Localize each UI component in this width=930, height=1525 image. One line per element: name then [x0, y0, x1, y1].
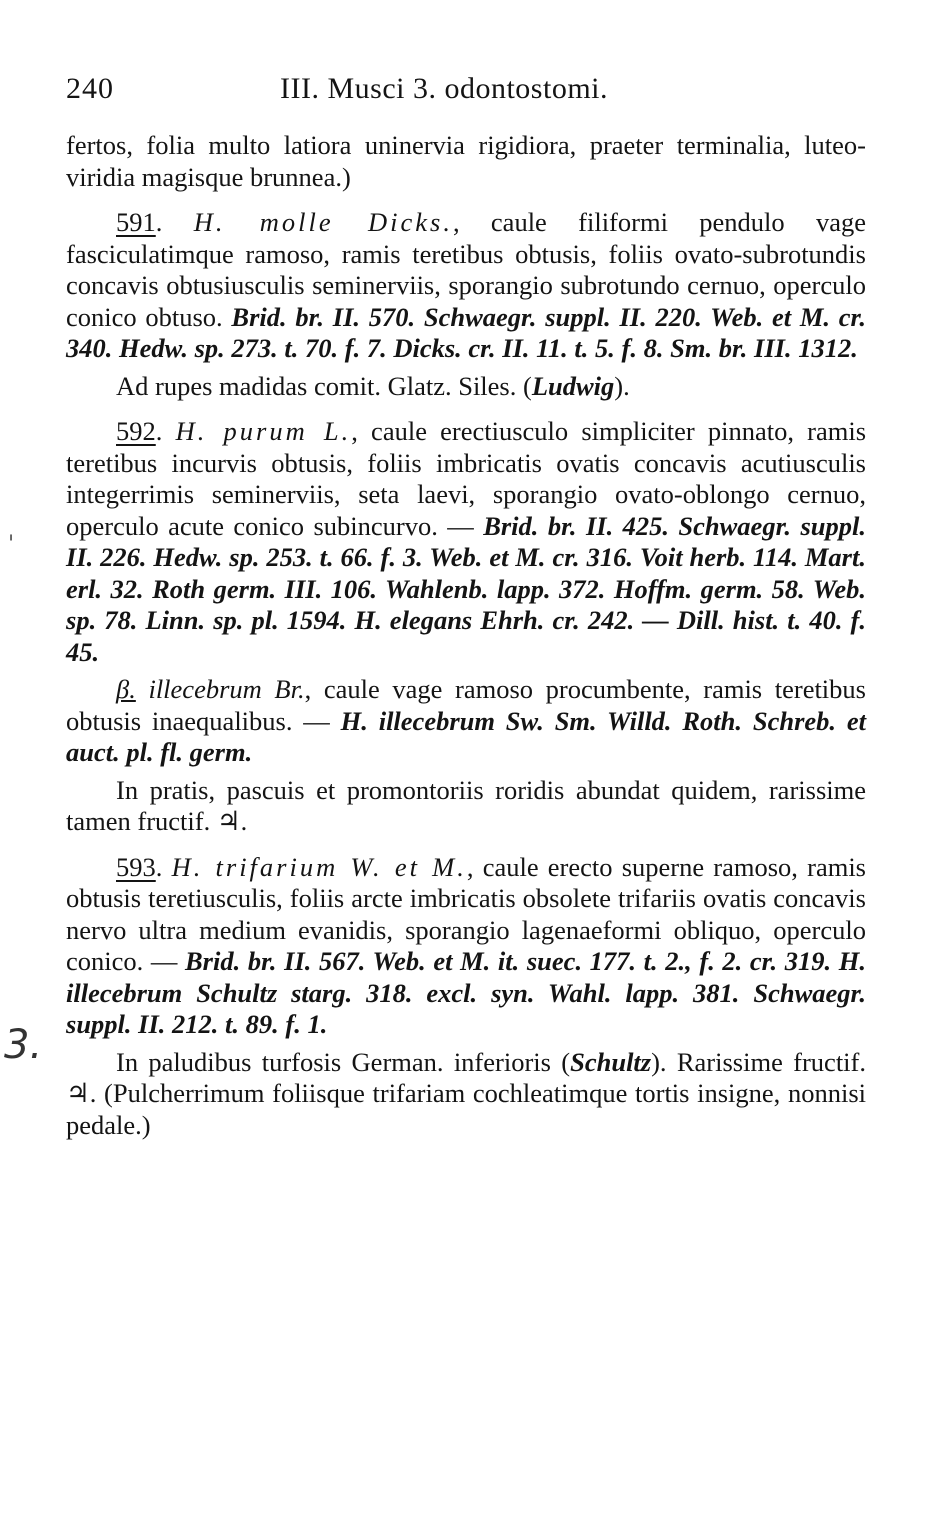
species-number: 593: [116, 851, 156, 882]
species-references: Brid. br. II. 425. Schwaegr. suppl. II. 226. Hedw. sp. 253. t. 66. f. 3. Web. et M. cr. 316. Voit herb. 114. Mart. erl. 32. Roth germ. III. 106. Wahlenb. lapp. 372. Hoffm. germ. 58. Web. sp. 78. Linn. sp. pl. 1594. H. elegans Ehrh. cr. 242. — Dill. hist. t. 40. f. 45.: [66, 510, 866, 667]
variety-beta: [66, 674, 866, 769]
species-references: Brid. br. II. 570. Schwaegr. suppl. II. 220. Web. et M. cr. 340. Hedw. sp. 273. t. 70. f. 7. Dicks. cr. II. 11. t. 5. f. 8. Sm. br. III. 1312.: [66, 301, 867, 363]
variety-name: illecebrum Br.: [148, 674, 305, 704]
running-head: III. Musci 3. odontostomi.: [280, 72, 608, 105]
species-name: H. trifarium W. et M.: [171, 851, 467, 882]
species-593: 593. H. trifarium W. et M., caule erecto superne ramoso, ramis obtusis teretiusculis, foliis arcte imbricatis obsolete trifariis ovatis concavis nervo ultra medium evanidis, sporangio lagenaeformi obliquo, operculo conico. — Brid. br. II. 567. Web. et M. it. suec. 177. t. 2., f. 2. cr. 319. H. illecebrum Schultz starg. 318. excl. syn. Wahl. lapp. 381. Schwaegr. suppl. II. 212. t. 89. f. 1.: [66, 851, 866, 1039]
species-description: , caule erecto superne ramoso, ramis obtusis teretiusculis, foliis arcte imbricatis obsolete trifariis ovatis concavis nervo ultra medium evanidis, sporangio lagenaeformi obliquo, operculo conico. —: [66, 851, 866, 976]
habitat-592: [66, 775, 866, 838]
page-header: [66, 60, 866, 130]
habitat-author: Schultz: [570, 1046, 652, 1077]
species-description: , caule erectiusculo simpliciter pinnato, ramis teretibus incurvis obtusis, foliis imbricatis ovatis concavis acutiusculis integerrimis seminerviis, seta laevi, sporangio ovato-oblongo cernuo, operculo acute conico subincurvo. —: [66, 416, 867, 541]
paragraph-continuation: [66, 130, 866, 193]
habitat-text: Ad rupes madidas comit. Glatz. Siles. (: [116, 370, 532, 401]
habitat-593: [66, 1047, 866, 1142]
species-591: 591. H. molle Dicks., caule filiformi pendulo vage fasciculatimque ramoso, ramis teretibus obtusis, foliis ovato-subrotundis concavis obtusiusculis seminerviis, sporangio subrotundo cernuo, operculo conico obtuso. Brid. br. II. 570. Schwaegr. suppl. II. 220. Web. et M. cr. 340. Hedw. sp. 273. t. 70. f. 7. Dicks. cr. II. 11. t. 5. f. 8. Sm. br. III. 1312.: [66, 207, 867, 363]
continuation-text: fertos, folia multo latiora uninervia rigidiora, praeter terminalia, luteo-viridia magisque brunnea.): [66, 130, 866, 192]
species-description: , caule filiformi pendulo vage fasciculatimque ramoso, ramis teretibus obtusis, foliis ovato-subrotundis concavis obtusiusculis seminerviis, sporangio subrotundo cernuo, operculo conico obtuso.: [66, 207, 866, 332]
species-name: H. molle Dicks.: [193, 207, 453, 237]
variety-letter: β.: [116, 674, 136, 704]
page: [66, 60, 866, 1141]
variety-references: H. illecebrum Sw. Sm. Willd. Roth. Schreb. et auct. pl. fl. germ.: [66, 705, 866, 767]
body-text: [66, 130, 866, 1141]
habitat-end: ).: [614, 370, 630, 401]
species-name: H. purum L.: [175, 416, 352, 446]
species-number: 591: [116, 207, 156, 237]
margin-annotation: 3.: [4, 1022, 43, 1068]
variety-description: , caule vage ramoso procumbente, ramis teretibus obtusis inaequalibus. —: [66, 674, 866, 736]
page-number: 240: [66, 72, 114, 105]
species-592: 592. H. purum L., caule erectiusculo simpliciter pinnato, ramis teretibus incurvis obtusis, foliis imbricatis ovatis concavis acutiusculis integerrimis seminerviis, seta laevi, sporangio ovato-oblongo cernuo, operculo acute conico subincurvo. — Brid. br. II. 425. Schwaegr. suppl. II. 226. Hedw. sp. 253. t. 66. f. 3. Web. et M. cr. 316. Voit herb. 114. Mart. erl. 32. Roth germ. III. 106. Wahlenb. lapp. 372. Hoffm. germ. 58. Web. sp. 78. Linn. sp. pl. 1594. H. elegans Ehrh. cr. 242. — Dill. hist. t. 40. f. 45.: [66, 416, 867, 667]
habitat-591: [66, 371, 866, 403]
habitat-text: In paludibus turfosis German. inferioris (: [116, 1046, 571, 1077]
habitat-end: ). Rarissime fructif. ♃. (Pulcherrimum foliisque trifariam cochleatimque tortis insigne, nonnisi pedale.): [66, 1046, 866, 1140]
margin-mark: ˌ: [8, 518, 15, 543]
habitat-text: In pratis, pascuis et promontoriis roridis abundat quidem, rarissime tamen fructif. ♃.: [66, 774, 866, 836]
species-references: Brid. br. II. 567. Web. et M. it. suec. 177. t. 2., f. 2. cr. 319. H. illecebrum Schultz starg. 318. excl. syn. Wahl. lapp. 381. Schwaegr. suppl. II. 212. t. 89. f. 1.: [66, 946, 866, 1039]
habitat-author: Ludwig: [531, 370, 615, 401]
species-number: 592: [116, 416, 156, 446]
